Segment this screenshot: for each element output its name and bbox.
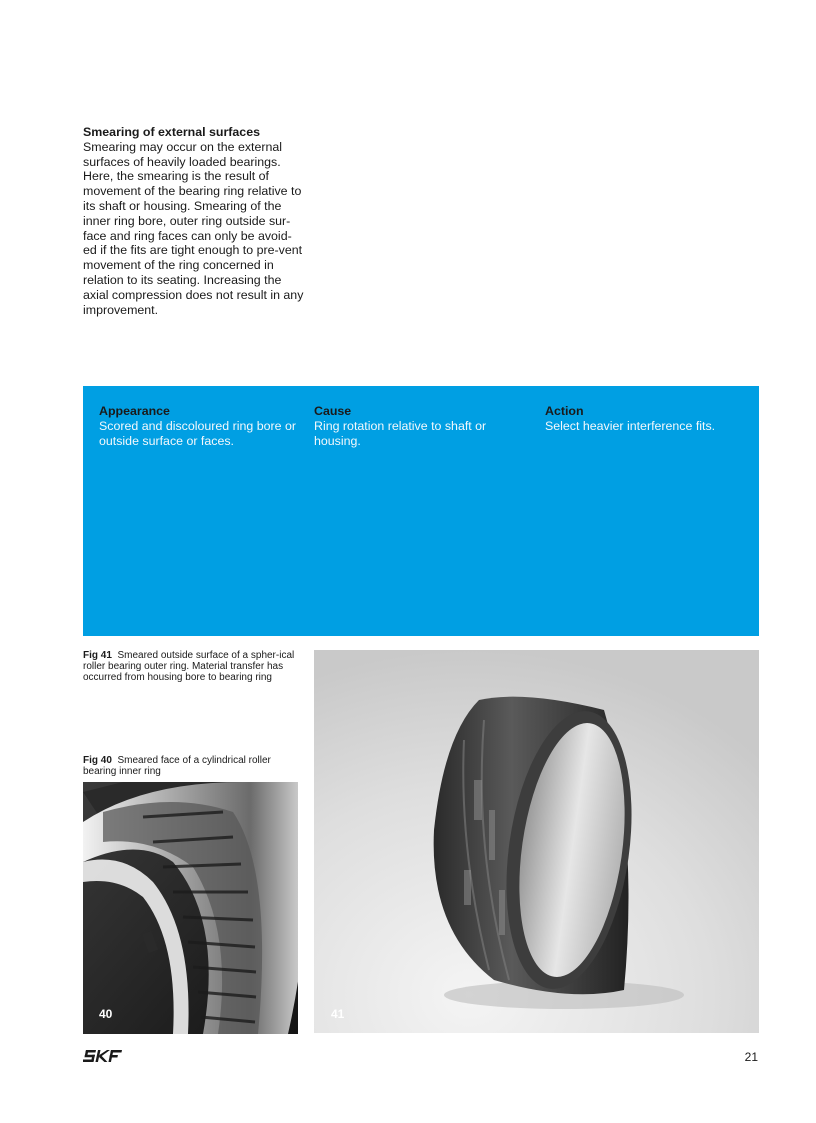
outer-ring-image (314, 650, 759, 1033)
cause-heading: Cause (314, 404, 352, 418)
skf-logo (83, 1049, 123, 1067)
cause-text: Ring rotation relative to shaft or housing. (314, 418, 487, 448)
action-column (545, 404, 745, 434)
fig40-photo (83, 782, 298, 1034)
action-text: Select heavier interference fits. (545, 418, 716, 433)
fig41-caption (83, 650, 298, 683)
section-heading: Smearing of external surfaces (83, 125, 260, 139)
fig41-caption-text: Smeared outside surface of a spher-ical roller bearing outer ring. Material transfer has occurred from housing bore to bearing ring (83, 650, 295, 683)
intro-section (83, 125, 305, 317)
fig41-photo (314, 650, 759, 1033)
skf-logo-mark (83, 1050, 123, 1062)
fig40-number: 40 (99, 1007, 113, 1021)
appearance-cause-action-table (83, 386, 759, 636)
appearance-column (99, 404, 303, 448)
section-body: Smearing may occur on the external surfaces of heavily loaded bearings. Here, the smearing is the result of movement of the bearing ring relative to its shaft or housing. Smearing of the inner ring bore, outer ring outside sur-face and ring faces can only be avoid-ed if the fits are tight enough to pre-vent movement of the ring concerned in relation to its seating. Increasing the axial compression does not result in any improvement. (83, 139, 304, 317)
inner-ring-face-image (83, 782, 298, 1034)
fig40-label: Fig 40 (83, 755, 112, 766)
page-number: 21 (744, 1050, 758, 1064)
cause-column (314, 404, 514, 448)
fig41-label: Fig 41 (83, 650, 112, 661)
fig40-caption (83, 755, 298, 777)
action-heading: Action (545, 404, 584, 418)
fig41-number: 41 (331, 1007, 345, 1021)
appearance-text: Scored and discoloured ring bore or outside surface or faces. (99, 418, 296, 448)
fig40-caption-text: Smeared face of a cylindrical roller bearing inner ring (83, 755, 271, 777)
appearance-heading: Appearance (99, 404, 170, 418)
